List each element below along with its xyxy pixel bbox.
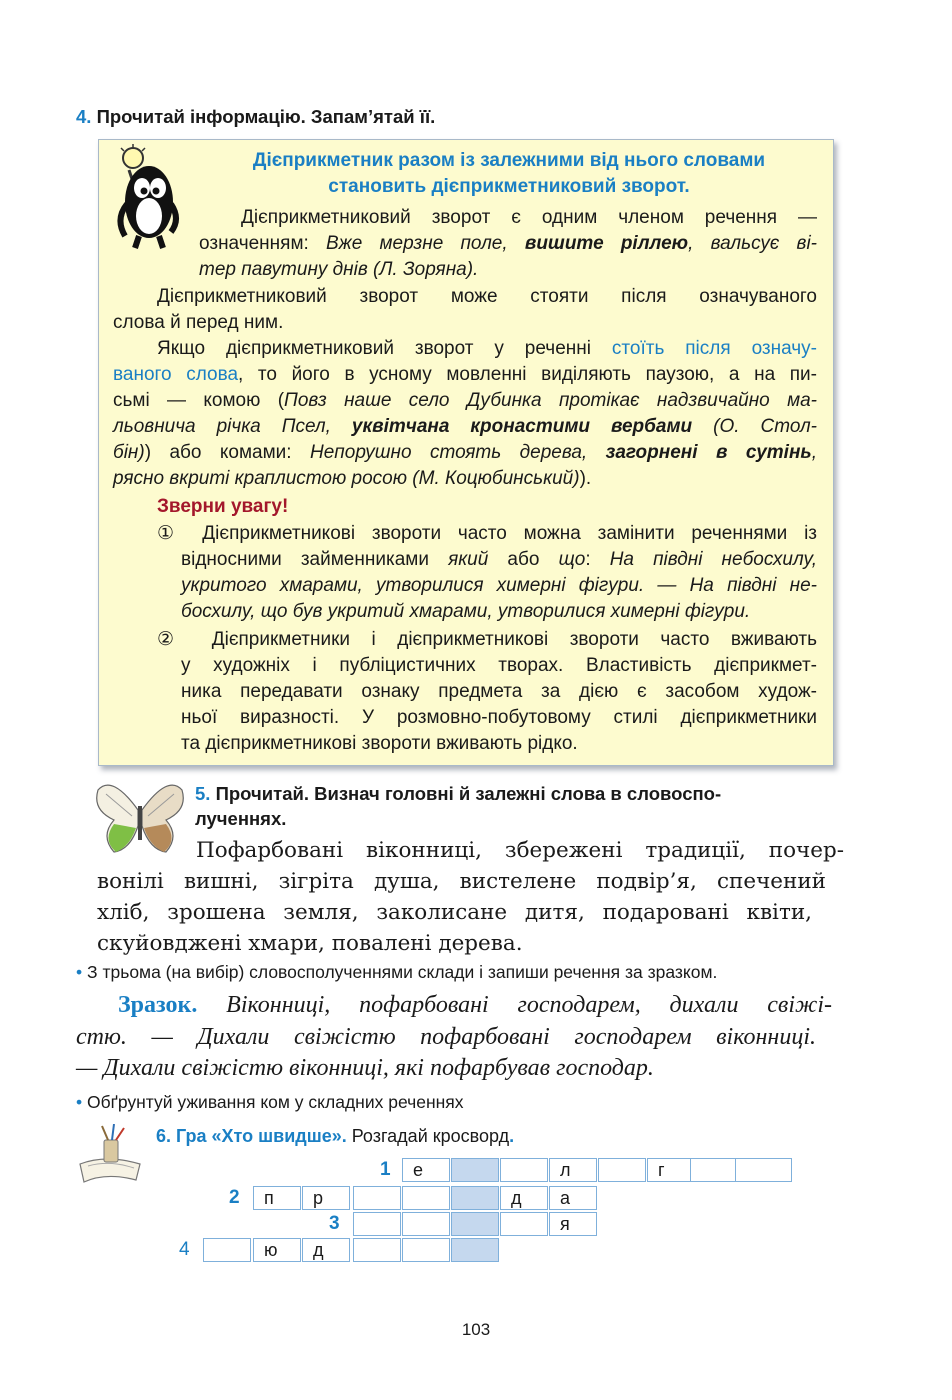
- info-para-2-line-1: Дієприкметниковий зворот може стояти після означуваного: [157, 286, 817, 307]
- task-4-number: 4.: [76, 106, 92, 127]
- phrase-line-1: Пофарбовані віконниці, збережені традиції, почер-: [196, 838, 844, 863]
- crossword-row-1-number: 1: [380, 1159, 391, 1180]
- note-2-line-2: у художніх і публіцистичних творах. Властивість дієприкмет-: [181, 655, 817, 676]
- crossword-row-2-number: 2: [229, 1187, 240, 1208]
- crossword-cell[interactable]: [402, 1238, 450, 1262]
- task-6-header: [156, 1126, 514, 1147]
- crossword-cell[interactable]: е: [402, 1158, 450, 1182]
- info-box: [98, 139, 834, 766]
- crossword-cell-key[interactable]: [451, 1238, 499, 1262]
- paintbrush-book-icon: [76, 1124, 146, 1186]
- info-title-line-1: Дієприкметник разом із залежними від нього словами: [252, 150, 766, 171]
- crossword-cell[interactable]: ю: [253, 1238, 301, 1262]
- note-2-line-1: ② Дієприкметники і дієприкметникові звороти часто вживають: [157, 629, 817, 650]
- phrase-line-4: скуйовджені хмари, повалені дерева.: [97, 931, 523, 956]
- crossword-cell-key[interactable]: [451, 1212, 499, 1236]
- note-1-line-2: відносними займенниками який або що: На півдні небосхилу,: [181, 549, 817, 570]
- task-5-subtask-a: • З трьома (на вибір) словосполученнями склади і запиши речення за зразком.: [76, 962, 718, 982]
- task-5-number: 5.: [195, 783, 211, 804]
- info-para-3-line-3: сьмі — комою (Повз наше село Дубинка протікає надзвичайно ма-: [113, 390, 817, 411]
- crossword-cell[interactable]: д: [302, 1238, 350, 1262]
- info-para-1-line-3: тер павутину днів (Л. Зоряна).: [199, 259, 479, 280]
- info-para-1-line-1: Дієприкметниковий зворот є одним членом речення —: [241, 207, 817, 228]
- crossword-cell[interactable]: а: [549, 1186, 597, 1210]
- crossword-cell[interactable]: [598, 1158, 646, 1182]
- crossword-cell[interactable]: [735, 1158, 792, 1182]
- task-6-dot: .: [509, 1126, 515, 1146]
- task-5-subtask-b: • Обґрунтуй уживання ком у складних реченнях: [76, 1092, 464, 1112]
- bullet-icon: •: [76, 1092, 83, 1112]
- note-1-line-1: ① Дієприкметникові звороти часто можна замінити реченнями із: [157, 523, 817, 544]
- crossword-cell[interactable]: я: [549, 1212, 597, 1236]
- crossword-cell[interactable]: [402, 1186, 450, 1210]
- crossword-cell-key[interactable]: [451, 1158, 499, 1182]
- sample-line-3: — Дихали свіжістю віконниці, які пофарбував господар.: [76, 1055, 654, 1081]
- crossword-cell[interactable]: [353, 1212, 401, 1236]
- note-2-line-5: та дієприкметникові звороти вживають рідко.: [181, 733, 578, 754]
- info-title-line-2: становить дієприкметниковий зворот.: [328, 176, 690, 197]
- attention-heading: Зверни увагу!: [157, 496, 289, 517]
- crossword-cell[interactable]: [500, 1212, 548, 1236]
- crossword-cell[interactable]: [690, 1158, 738, 1182]
- task-5-text-line-1: Прочитай. Визнач головні й залежні слова в словоспо-: [215, 783, 722, 804]
- task-6-text: Розгадай кросворд: [346, 1126, 510, 1146]
- crossword-cell-key[interactable]: [451, 1186, 499, 1210]
- note-2-line-4: ньої виразності. У розмовно-побутовому стилі дієприкметники: [181, 707, 817, 728]
- task-4-text: Прочитай інформацію. Запам’ятай її.: [96, 106, 436, 127]
- info-para-3-line-6: рясно вкриті краплистою росою (М. Коцюбинський)).: [113, 468, 592, 489]
- page-number: 103: [461, 1320, 491, 1339]
- sample-line-1: Зразок. Віконниці, пофарбовані господарем, дихали свіжі-: [118, 992, 832, 1018]
- crossword-cell[interactable]: [203, 1238, 251, 1262]
- info-para-3-line-1: Якщо дієприкметниковий зворот у реченні стоїть після означу-: [157, 338, 818, 359]
- mascot-icon: [111, 144, 183, 250]
- info-para-3-line-4: льовнича річка Псел, уквітчана кронастими вербами (О. Стол-: [113, 416, 818, 437]
- note-1-line-4: босхилу, що був укритий хмарами, утворилися химерні фігури.: [181, 601, 751, 622]
- task-5-text-line-2: лученнях.: [195, 808, 287, 829]
- crossword-cell[interactable]: [353, 1238, 401, 1262]
- task-4-header: [76, 106, 435, 128]
- info-para-1-line-2: означенням: Вже мерзне поле, вишите ріллею, вальсує ві-: [199, 233, 817, 254]
- crossword-cell[interactable]: г: [647, 1158, 695, 1182]
- crossword-row-3-number: 3: [329, 1213, 340, 1234]
- crossword-cell[interactable]: л: [549, 1158, 597, 1182]
- task-6-title: 6. Гра «Хто швидше».: [156, 1126, 347, 1146]
- sample-label: Зразок.: [118, 992, 198, 1018]
- crossword-cell[interactable]: р: [302, 1186, 350, 1210]
- crossword-cell[interactable]: [353, 1186, 401, 1210]
- phrase-line-3: хліб, зрошена земля, заколисане дитя, подаровані квіти,: [97, 900, 812, 925]
- note-1-line-3: укритого хмарами, утворилися химерні фігури. — На півдні не-: [181, 575, 817, 596]
- crossword-row-4-number: 4: [179, 1239, 190, 1260]
- info-para-3-line-2: ваного слова, то його в усному мовленні виділяють паузою, а на пи-: [113, 364, 817, 385]
- bullet-icon: •: [76, 962, 83, 982]
- crossword-cell[interactable]: п: [253, 1186, 301, 1210]
- info-para-3-line-5: бін)) або комами: Непорушно стоять дерева, загорнені в сутінь,: [113, 442, 817, 463]
- info-para-2-line-2: слова й перед ним.: [113, 312, 284, 333]
- phrase-line-2: вонілі вишні, зігріта душа, вистелене подвір’я, спечений: [97, 869, 826, 894]
- crossword-cell[interactable]: [500, 1158, 548, 1182]
- butterfly-icon: [92, 780, 188, 860]
- crossword-cell[interactable]: [402, 1212, 450, 1236]
- sample-line-2: стю. — Дихали свіжістю пофарбовані господарем віконниці.: [76, 1024, 816, 1050]
- task-5-header: [195, 780, 721, 808]
- crossword-cell[interactable]: д: [500, 1186, 548, 1210]
- note-2-line-3: ника передавати ознаку предмета за дією є засобом худож-: [181, 681, 817, 702]
